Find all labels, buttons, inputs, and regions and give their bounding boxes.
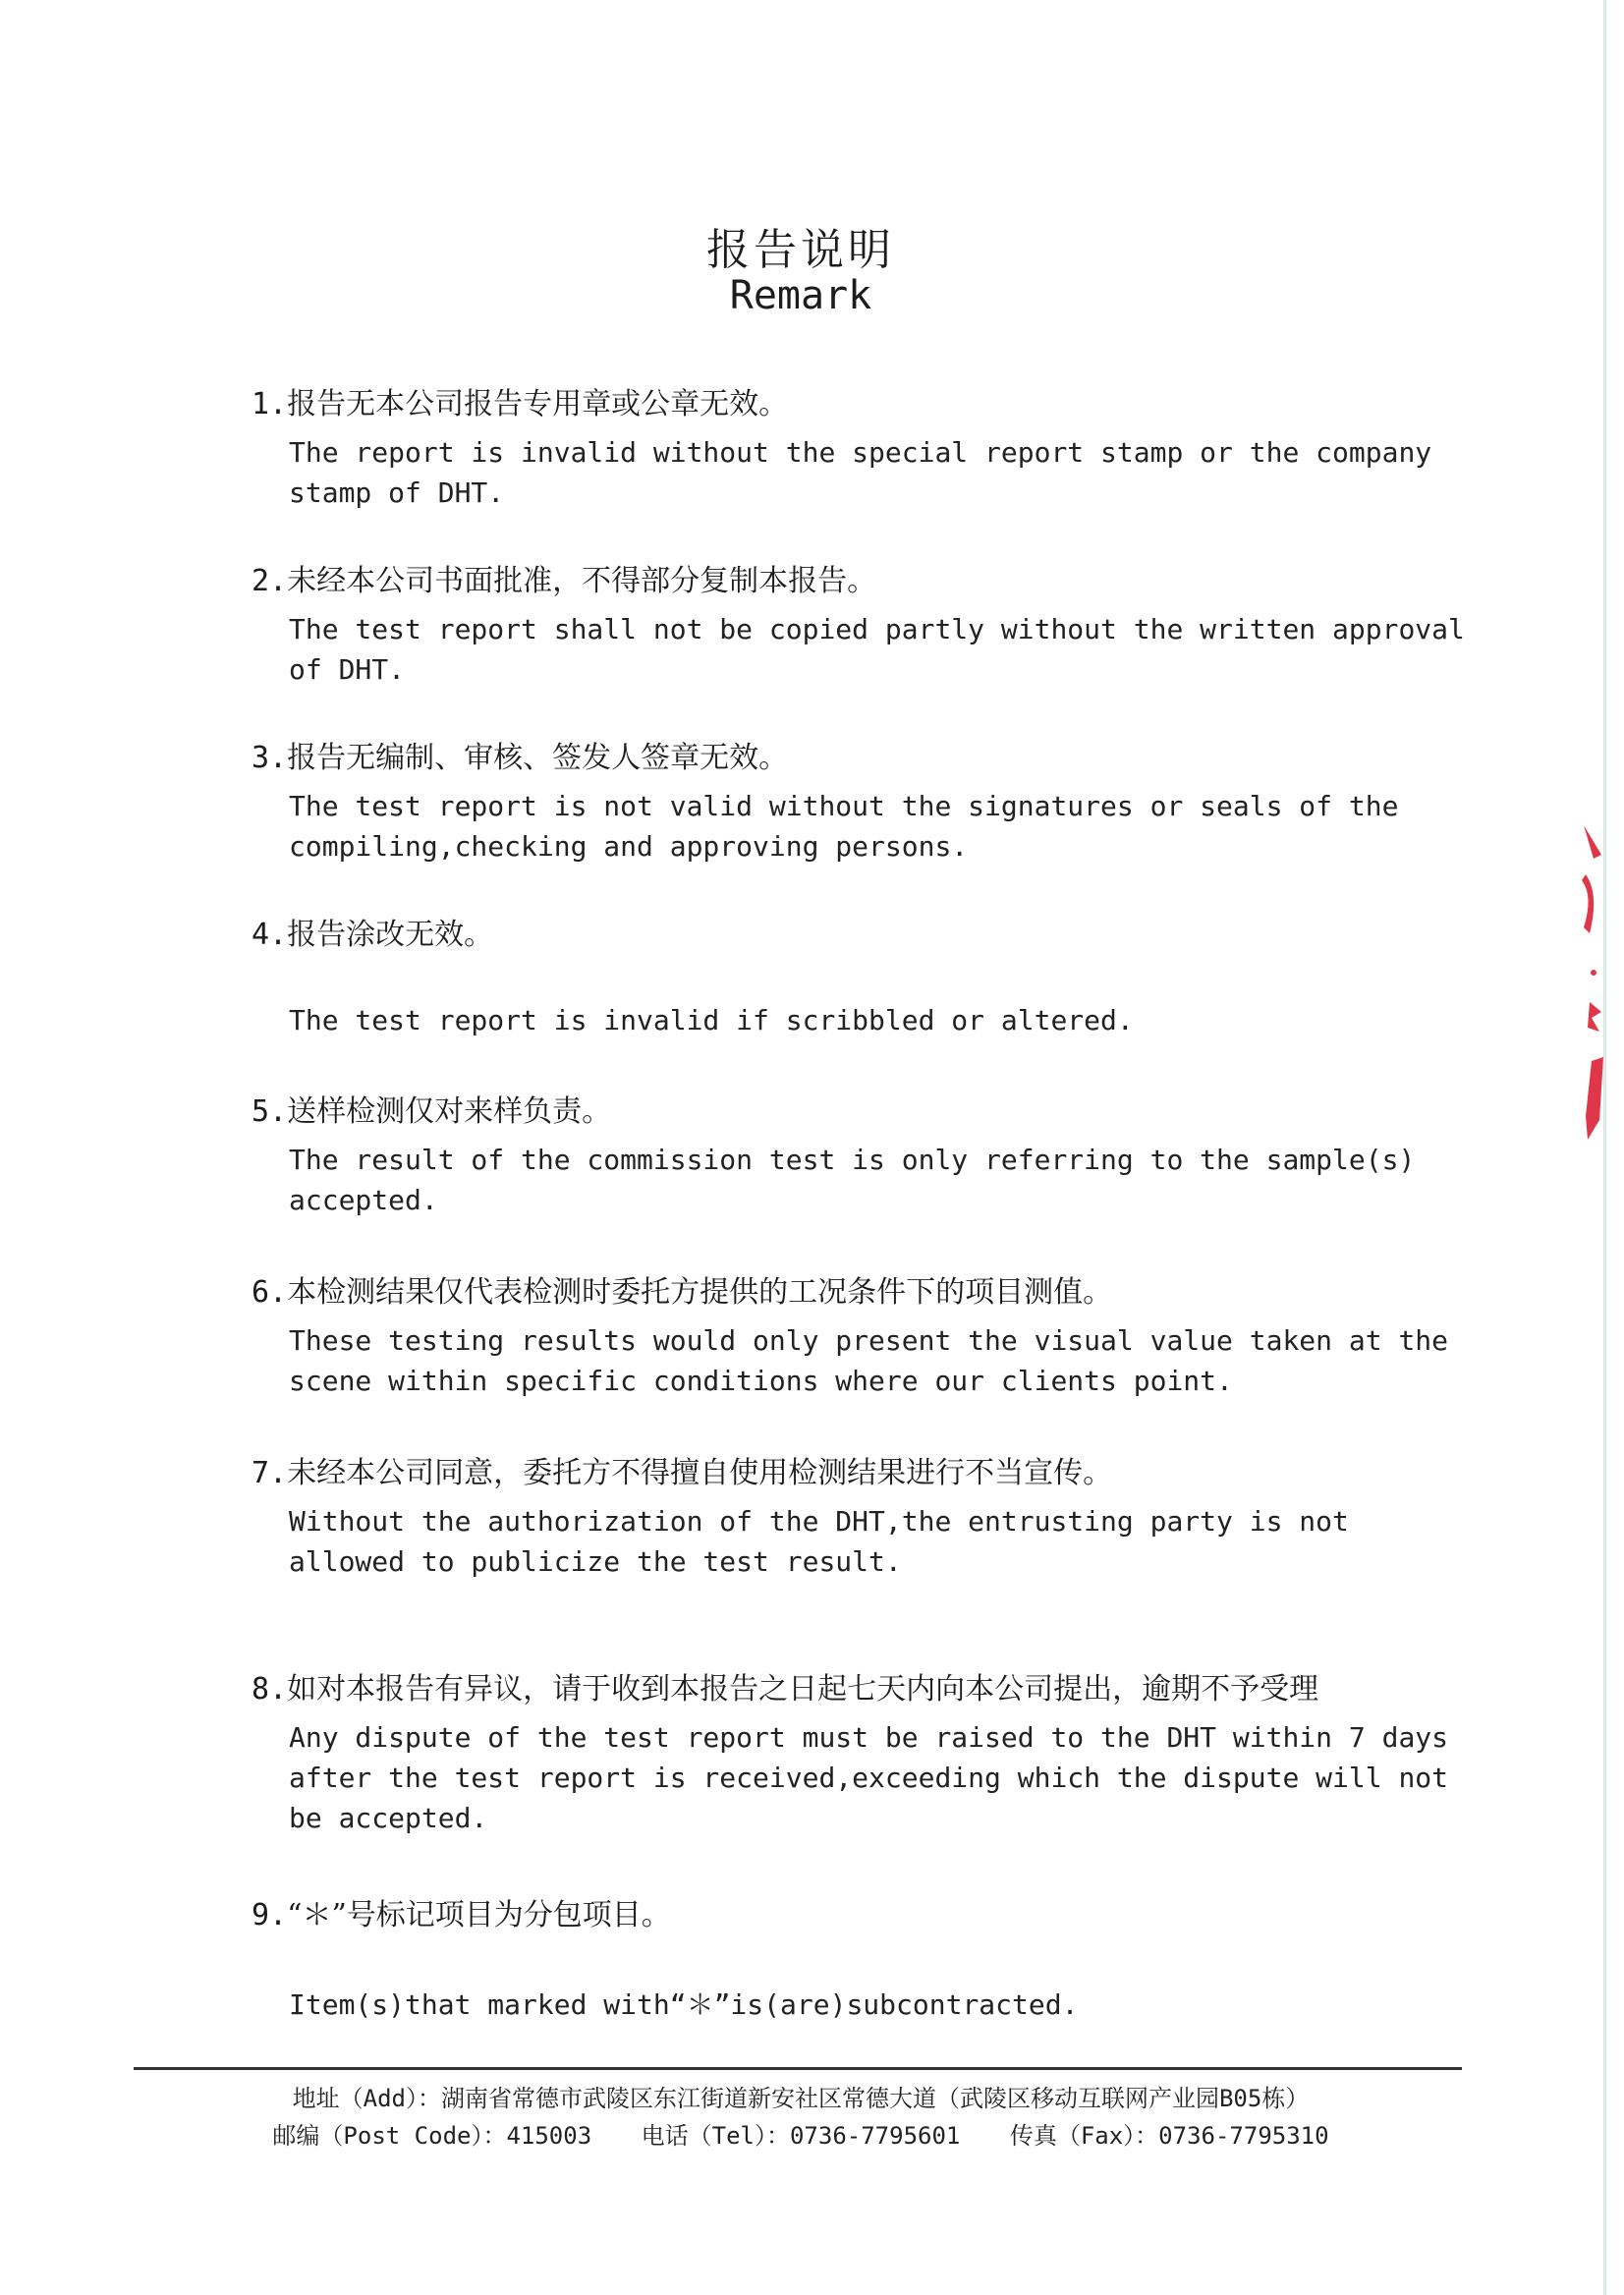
footer-contacts [0, 2116, 1601, 2151]
remark-item-5 [252, 1092, 1470, 1220]
remark-item-en: The test report is invalid if scribbled or altered. [289, 1004, 1134, 1036]
remark-item-cn-text: 未经本公司同意，委托方不得擅自使用检测结果进行不当宣传。 [287, 1456, 1113, 1490]
remark-item-number: 3. [252, 741, 288, 775]
remark-item-cn-text: 本检测结果仅代表检测时委托方提供的工况条件下的项目测值。 [287, 1275, 1113, 1310]
remark-item-en: The result of the commission test is only referring to the sample(s) accepted. [289, 1144, 1416, 1216]
remark-item-7 [252, 1454, 1470, 1582]
remark-item-number: 7. [252, 1456, 288, 1490]
remark-item-en: The report is invalid without the special report stamp or the company stamp of DHT. [289, 436, 1432, 509]
footer-divider [134, 2067, 1462, 2070]
remark-item-cn [252, 1670, 1470, 1709]
remark-item-number: 4. [252, 918, 288, 952]
remark-item-number: 8. [252, 1672, 288, 1707]
remark-item-6 [252, 1273, 1470, 1401]
remark-item-8 [252, 1670, 1470, 1838]
remark-item-en: Item(s)that marked with“＊”is(are)subcontracted. [289, 1988, 1079, 2021]
footer-fax: 传真（Fax）：0736-7795310 [1009, 2122, 1329, 2150]
remark-item-number: 6. [252, 1275, 288, 1310]
remark-item-cn [252, 1092, 1470, 1132]
remark-item-number: 2. [252, 564, 288, 598]
remark-item-cn [252, 1273, 1470, 1313]
remark-item-en: The test report shall not be copied partly without the written approval of DHT. [289, 613, 1465, 686]
remark-item-cn [252, 1896, 1470, 1935]
remark-item-cn-text: “＊”号标记项目为分包项目。 [287, 1898, 671, 1932]
remark-item-cn [252, 385, 1470, 424]
remark-item-4 [252, 916, 1470, 1040]
seal-stamp-fragment-icon [1580, 825, 1605, 1159]
page-title-cn: 报告说明 [706, 225, 895, 275]
remark-item-cn [252, 562, 1470, 601]
remark-item-9 [252, 1896, 1470, 2025]
remark-item-3 [252, 739, 1470, 867]
remark-item-en: The test report is not valid without the signatures or seals of the compiling,checking and approving persons. [289, 790, 1399, 863]
remark-item-en: Any dispute of the test report must be raised to the DHT within 7 days after the test report is received,exceeding which the dispute will not be accepted. [289, 1721, 1449, 1834]
page-title-en: Remark [729, 273, 872, 318]
footer-postcode: 邮编（Post Code）：415003 [272, 2122, 592, 2150]
remark-item-cn [252, 1454, 1470, 1493]
remark-item-1 [252, 385, 1470, 513]
remark-item-cn-text: 报告无编制、审核、签发人签章无效。 [287, 741, 789, 775]
remark-item-en: These testing results would only present the visual value taken at the scene within specific conditions where our clients point. [289, 1324, 1449, 1397]
footer-address: 地址（Add）：湖南省常德市武陵区东江街道新安社区常德大道（武陵区移动互联网产业园B05栋） [292, 2085, 1310, 2112]
remark-item-cn-text: 未经本公司书面批准，不得部分复制本报告。 [287, 564, 877, 598]
remark-item-2 [252, 562, 1470, 690]
remark-item-en: Without the authorization of the DHT,the entrusting party is not allowed to publicize the test result. [289, 1505, 1349, 1578]
remark-item-number: 5. [252, 1094, 288, 1129]
remark-item-cn-text: 送样检测仅对来样负责。 [287, 1094, 612, 1129]
remark-item-number: 9. [252, 1898, 288, 1932]
footer-tel: 电话（Tel）：0736-7795601 [641, 2122, 961, 2150]
remark-item-number: 1. [252, 387, 288, 421]
remark-item-cn [252, 739, 1470, 778]
remark-item-cn [252, 916, 1470, 955]
remark-item-cn-text: 报告无本公司报告专用章或公章无效。 [287, 387, 789, 421]
remark-item-cn-text: 报告涂改无效。 [287, 918, 494, 952]
remark-item-cn-text: 如对本报告有异议，请于收到本报告之日起七天内向本公司提出，逾期不予受理 [287, 1672, 1319, 1707]
